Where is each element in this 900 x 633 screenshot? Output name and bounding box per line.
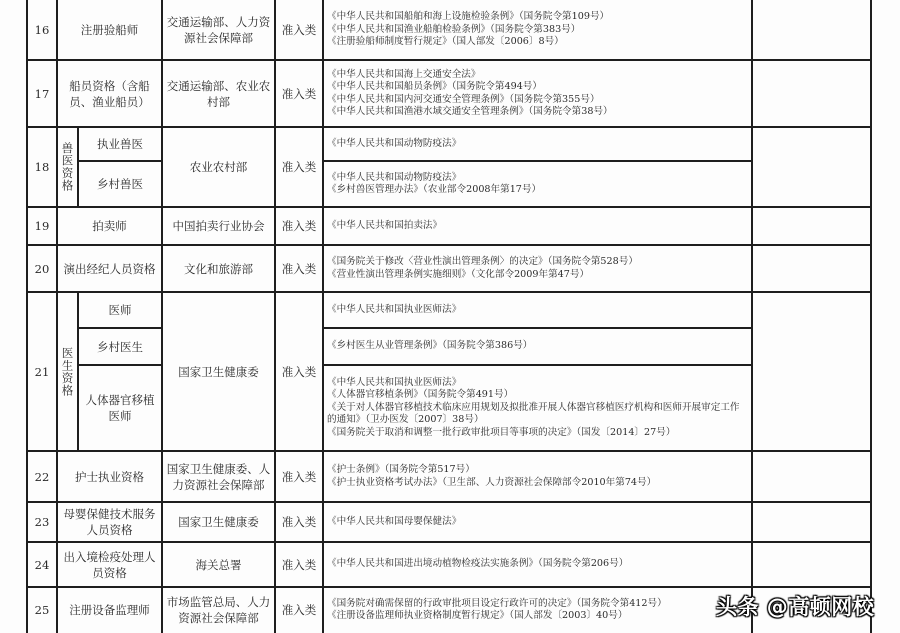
law-item: 《中华人民共和国进出境动植物检疫法实施条例》（国务院令第206号）: [327, 558, 629, 570]
category: 准入类: [281, 557, 317, 572]
table-border: [26, 501, 872, 503]
law-item: 《中华人民共和国执业医师法》: [327, 376, 462, 388]
department: 交通运输部、人力资源社会保障部: [166, 15, 271, 45]
department: 国家卫生健康委: [178, 364, 259, 379]
row-number: 18: [34, 160, 50, 174]
row-number: 19: [34, 219, 50, 233]
table-border: [26, 244, 872, 246]
row-number: 21: [34, 364, 50, 379]
law-item: 《中华人民共和国执业医师法》: [327, 303, 462, 315]
qualification-name: 护士执业资格: [75, 469, 144, 484]
table-border: [26, 291, 872, 293]
row-number: 20: [34, 261, 50, 276]
table-border: [751, 0, 753, 633]
legal-basis: [323, 502, 752, 542]
category: 准入类: [281, 515, 317, 529]
legal-basis: [323, 60, 752, 127]
table-border: [161, 0, 163, 633]
row-number: 16: [34, 23, 50, 37]
law-item: 《国务院关于修改〈营业性演出管理条例〉的决定》（国务院令第528号）: [327, 256, 638, 267]
department: 海关总署: [195, 557, 242, 572]
watermark: 头条 @高顿网校: [716, 595, 875, 619]
law-item: 《营业性演出管理条例实施细则》（文化部令2009年第47号）: [327, 268, 590, 280]
legal-basis: [323, 161, 752, 207]
sub-qualification-name: 乡村医生: [97, 339, 143, 354]
category: 准入类: [281, 261, 317, 276]
law-item: 《中华人民共和国动物防疫法》: [327, 137, 462, 149]
table-border: [26, 206, 872, 208]
table-border: [77, 292, 79, 451]
sub-qualification-name: 人体器官移植医师: [85, 393, 155, 423]
table-border: [26, 0, 28, 633]
department: 市场监管总局、人力资源社会保障部: [166, 595, 271, 625]
legal-basis: [323, 127, 752, 161]
law-item: 《乡村医生从业管理条例》（国务院令第386号）: [327, 340, 533, 352]
law-item: 《注册验船师制度暂行规定》（国人部发〔2006〕8号）: [327, 36, 564, 48]
table-border: [26, 126, 872, 128]
department: 交通运输部、农业农村部: [166, 78, 271, 109]
law-item: 《注册设备监理师执业资格制度暂行规定》（国人部发〔2003〕40号）: [327, 610, 628, 621]
category: 准入类: [281, 86, 317, 101]
law-item: 《国务院关于取消和调整一批行政审批项目等事项的决定》（国发〔2014〕27号）: [327, 426, 676, 438]
law-item: 《中华人民共和国海上交通安全法》: [327, 68, 481, 80]
table-border: [322, 0, 324, 633]
law-item: 《人体器官移植条例》（国务院令第491号）: [327, 389, 514, 401]
qualification-name: 拍卖师: [92, 219, 127, 233]
table-border: [77, 160, 162, 162]
table-border: [26, 541, 872, 543]
category: 准入类: [281, 364, 317, 379]
legal-basis: [323, 587, 752, 633]
legal-basis: [323, 292, 752, 328]
row-number: 23: [34, 515, 50, 529]
category: 准入类: [281, 219, 317, 233]
law-item: 《中华人民共和国内河交通安全管理条例》（国务院令第355号）: [327, 93, 600, 105]
group-label: 兽医资格: [60, 142, 75, 192]
department: 文化和旅游部: [184, 261, 253, 276]
law-item: 《中华人民共和国船员条例》（国务院令第494号）: [327, 81, 542, 92]
department: 农业农村部: [189, 160, 248, 174]
qualification-name: 演出经纪人员资格: [63, 261, 156, 276]
table-border: [322, 364, 753, 366]
table-border: [77, 327, 162, 329]
table-border: [322, 160, 753, 162]
row-number: 17: [34, 86, 50, 101]
sub-qualification-name: 执业兽医: [97, 137, 143, 151]
row-number: 24: [34, 557, 50, 572]
department: 国家卫生健康委、人力资源社会保障部: [166, 461, 271, 492]
law-item: 《乡村兽医管理办法》（农业部令2008年第17号）: [327, 184, 542, 195]
table-border: [26, 59, 872, 61]
table-border: [870, 0, 872, 633]
law-item: 《关于对人体器官移植技术临床应用规划及拟批准开展人体器官移植医疗机构和医师开展审定工作的通知》（卫办医发〔2007〕38号）: [327, 401, 740, 426]
qualification-name: 注册验船师: [80, 23, 139, 37]
table-border: [77, 364, 162, 366]
category: 准入类: [281, 23, 317, 37]
category: 准入类: [281, 469, 317, 484]
table-border: [274, 0, 276, 633]
sub-qualification-name: 医师: [108, 303, 132, 317]
table-border: [322, 327, 753, 329]
law-item: 《护士执业资格考试办法》（卫生部、人力资源社会保障部令2010年第74号）: [327, 476, 657, 488]
category: 准入类: [281, 160, 317, 174]
law-item: 《中华人民共和国渔港水域交通安全管理条例》（国务院令第38号）: [327, 106, 613, 117]
qualification-name: 船员资格（含船员、渔业船员）: [69, 78, 150, 109]
qualification-group: [57, 127, 78, 207]
group-label: 医生资格: [60, 346, 75, 397]
category: 准入类: [281, 603, 317, 617]
law-item: 《国务院对确需保留的行政审批项目设定行政许可的决定》（国务院令第412号）: [327, 597, 667, 609]
legal-basis: [323, 0, 752, 60]
law-item: 《中华人民共和国母婴保健法》: [327, 515, 462, 527]
legal-basis: [323, 328, 752, 365]
legal-basis: [323, 207, 752, 245]
table-border: [77, 127, 79, 207]
law-item: 《中华人民共和国船舶和海上设施检验条例》（国务院令第109号）: [327, 11, 610, 23]
legal-basis: [323, 365, 752, 451]
law-item: 《中华人民共和国拍卖法》: [327, 219, 443, 231]
legal-basis: [323, 451, 752, 502]
qualification-name: 出入境检疫处理人员资格: [63, 549, 156, 580]
legal-basis: [323, 245, 752, 292]
qualification-name: 注册设备监理师: [69, 603, 150, 617]
table-border: [56, 0, 58, 633]
department: 中国拍卖行业协会: [172, 219, 265, 233]
table-border: [26, 586, 872, 588]
law-item: 《护士条例》（国务院令第517号）: [327, 464, 475, 475]
row-number: 25: [34, 603, 50, 617]
table-border: [26, 450, 872, 452]
department: 国家卫生健康委: [178, 515, 259, 529]
legal-basis: [323, 542, 752, 587]
qualification-group: [57, 292, 78, 451]
sub-qualification-name: 乡村兽医: [97, 177, 143, 191]
row-number: 22: [34, 469, 50, 484]
law-item: 《中华人民共和国渔业船舶检验条例》（国务院令第383号）: [327, 23, 581, 35]
qualification-name: 母婴保健技术服务人员资格: [63, 507, 156, 537]
law-item: 《中华人民共和国动物防疫法》: [327, 171, 462, 183]
